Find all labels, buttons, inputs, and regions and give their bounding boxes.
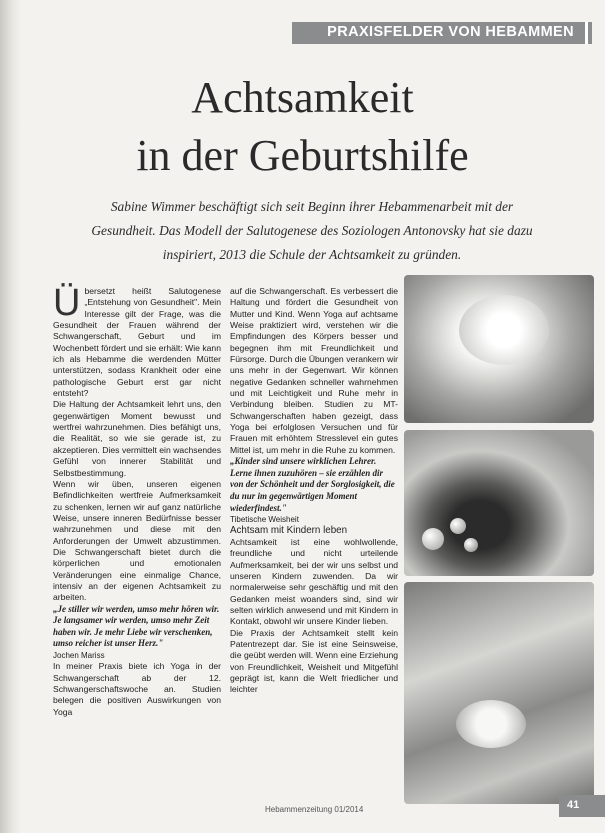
- paragraph-text: bersetzt heißt Salutogenese „Entstehung von Gesundheit". Mein Interesse gilt der Frage, was die Gesundheit der Frauen während der Schwangerschaft, Geburt und im Wochenbett fördert und sie erhält: Wie kann ich als Hebamme die werdenden Mütter unterstützen, sodass Krankheit oder eine pathologische Geburt erst gar nicht entsteht?: [53, 286, 221, 399]
- section-subheading: Achtsam mit Kindern leben: [230, 525, 348, 537]
- text-column-1: [53, 282, 221, 718]
- page-number: 41: [559, 795, 605, 817]
- pull-quote: „Kinder sind unsere wirklichen Lehrer. Lerne ihnen zuzuhören – sie erzählen dir von der Schönheit und der Sorglosigkeit, die du nur im gegenwärtigen Moment wiederfindest.": [230, 456, 395, 513]
- paragraph: [53, 282, 221, 399]
- section-title: PRAXISFELDER VON HEBAMMEN: [327, 24, 574, 40]
- journal-footer: Hebammenzeitung 01/2014: [265, 805, 364, 814]
- text-column-2: [230, 286, 398, 696]
- quote-author: Tibetische Weisheit: [230, 515, 299, 525]
- page-edge-shadow: [0, 0, 22, 833]
- article-intro: Sabine Wimmer beschäftigt sich seit Beginn ihrer Hebammenarbeit mit der Gesundheit. Das Modell der Salutogenese des Soziologen Antonovsky hat sie dazu inspiriert, 2013 die Schule der Achtsamkeit zu gründen.: [91, 199, 533, 262]
- pearl: [422, 528, 444, 550]
- article-title-line1: Achtsamkeit: [191, 73, 414, 122]
- paragraph: Die Praxis der Achtsamkeit stellt kein Patentrezept dar. Sie ist eine Seinsweise, die geübt werden will. Wenn eine Erziehung von Freundlichkeit, Weisheit und Mitgefühl geprägt ist, kann die Welt friedlicher und leichter: [230, 627, 398, 695]
- paragraph: Wenn wir üben, unseren eigenen Befindlichkeiten wertfreie Aufmerksamkeit zu schenken, lernen wir auf ganz natürliche Weise, unsere inneren Bedürfnisse besser wahrzunehmen und diese mit den Anforderungen der Umwelt abzustimmen. Die Schwangerschaft bietet durch die körperlichen und emotionalen Veränderungen eine einmalige Chance, intensiv an der eigenen Achtsamkeit zu arbeiten.: [53, 478, 221, 603]
- quote-author: Jochen Mariss: [53, 651, 105, 660]
- lotus-pond-photo: [404, 582, 594, 804]
- rose-photo: [404, 275, 594, 423]
- drop-cap: Ü: [53, 282, 81, 324]
- bowl-with-pearls-photo: [404, 430, 594, 576]
- pearl: [450, 518, 466, 534]
- paragraph: Die Haltung der Achtsamkeit lehrt uns, den gegenwärtigen Moment bewusst und wertfrei wahrzunehmen. Dies befähigt uns, die Realität, so wie sie gerade ist, zu akzeptieren. Dies vermittelt ein wachsendes Gefühl von innerer Stabilität und Selbstbestimmung.: [53, 399, 221, 478]
- lotus-flower: [456, 700, 526, 748]
- paragraph: auf die Schwangerschaft. Es verbessert die Haltung und fördert die Gesundheit von Mutter und Kind. Wenn Yoga auf achtsame Weise praktiziert wird, verstehen wir die Empfindungen des Körpers besser und begegnen ihm mit Freundlichkeit und Fürsorge. Durch die Übungen verankern wir uns mehr in der Gegenwart. Wir können negative Gedanken schneller wahrnehmen und mit Leichtigkeit und Ruhe mehr in Verbindung bleiben. Studien zu MT-Schwangerschaften haben gezeigt, dass Yoga bei erfolglosen Versuchen und für Frauen mit erhöhtem Stresslevel ein gutes Mittel ist, um mehr in die Ruhe zu kommen.: [230, 286, 398, 455]
- paragraph: In meiner Praxis biete ich Yoga in der Schwangerschaft ab der 12. Schwangerschaftswoche an. Studien belegen die positiven Auswirkungen von Yoga: [53, 661, 221, 717]
- paragraph: Achtsamkeit ist eine wohlwollende, freundliche und nicht urteilende Aufmerksamkeit, bei der wir uns selbst und unseren Kindern zuwenden. Da wir normalerweise sehr geschäftig und mit den Gedanken meist woanders sind, sind wir selten wirklich anwesend und mit Kindern in Kontakt, obwohl wir unsere Kinder lieben.: [230, 536, 398, 627]
- header-divider: [585, 22, 588, 44]
- pearl: [464, 538, 478, 552]
- rose-bloom: [459, 295, 549, 365]
- section-header-bar: [292, 22, 592, 44]
- pull-quote: „Je stiller wir werden, umso mehr hören wir. Je langsamer wir werden, umso mehr Zeit haben wir. Je mehr Liebe wir verschenken, umso reicher ist unser Herz.": [53, 603, 220, 649]
- article-title-line2: in der Geburtshilfe: [136, 131, 469, 180]
